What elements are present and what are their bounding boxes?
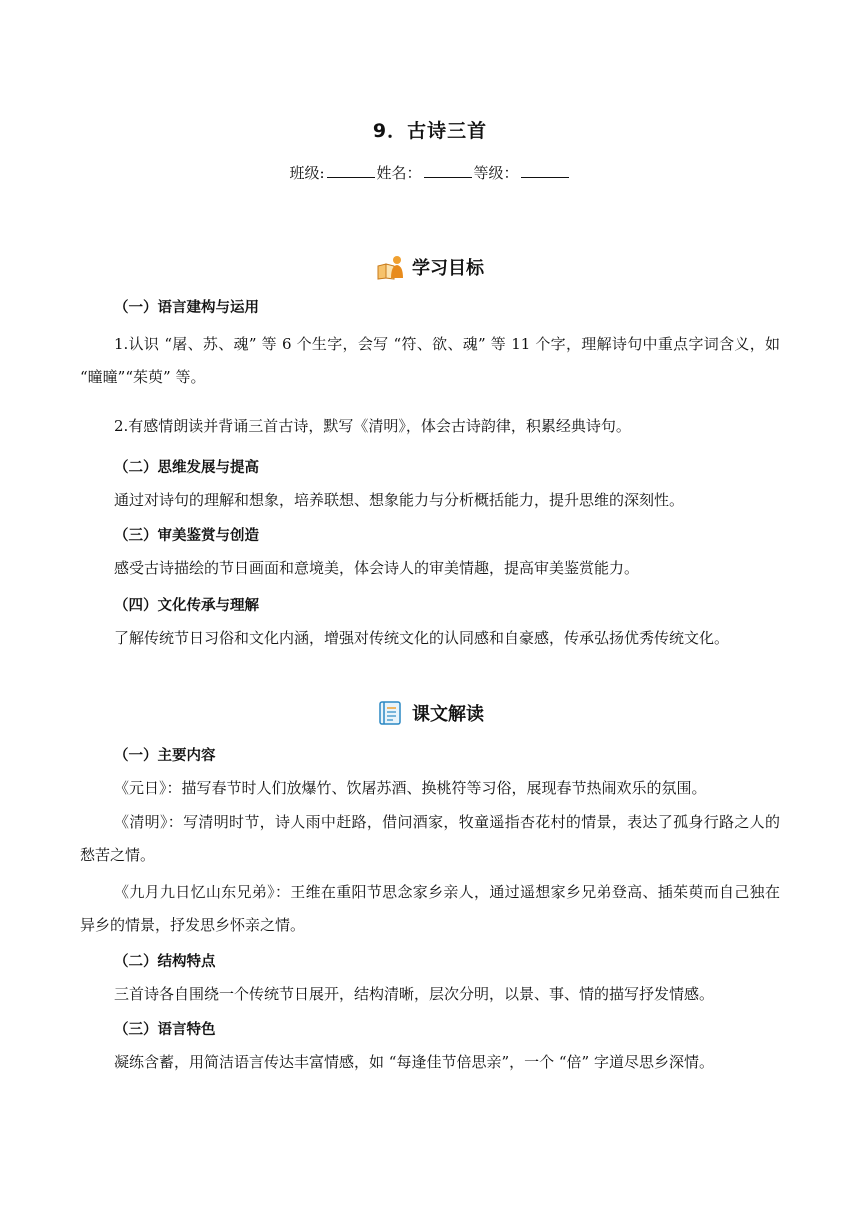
section-heading-reading <box>0 700 860 726</box>
subheading: （一）主要内容 <box>114 748 216 764</box>
name-label: 姓名： <box>376 164 422 182</box>
class-label: 班级: <box>289 164 325 182</box>
subheading: （一）语言建构与运用 <box>114 300 259 316</box>
paragraph: 《九月九日忆山东兄弟》：王维在重阳节思念家乡亲人，通过遥想家乡兄弟登高、插茱萸而自己独在异乡的情景，抒发思乡怀亲之情。 <box>80 883 780 934</box>
notebook-icon <box>376 700 404 726</box>
section-heading-text: 课文解读 <box>412 704 484 725</box>
subheading: （四）文化传承与理解 <box>114 598 259 614</box>
paragraph: 了解传统节日习俗和文化内涵，增强对传统文化的认同感和自豪感，传承弘扬优秀传统文化。 <box>114 629 730 647</box>
paragraph: 凝练含蓄，用简洁语言传达丰富情感，如 “每逢佳节倍思亲”，一个 “倍” 字道尽思乡深情。 <box>114 1053 714 1071</box>
subheading: （三）语言特色 <box>114 1022 216 1038</box>
paragraph: 感受古诗描绘的节日画面和意境美，体会诗人的审美情趣，提高审美鉴赏能力。 <box>114 559 640 577</box>
paragraph: 《元日》：描写春节时人们放爆竹、饮屠苏酒、换桃符等习俗，展现春节热闹欢乐的氛围。 <box>114 779 707 797</box>
reading-person-icon <box>376 254 404 280</box>
paragraph: 1.认识 “屠、苏、魂” 等 6 个生字，会写 “符、欲、魂” 等 11 个字，理解诗句中重点字词含义，如 “曈曈”“茱萸” 等。 <box>80 335 780 386</box>
grade-blank[interactable] <box>521 163 569 178</box>
paragraph: 《清明》：写清明时节，诗人雨中赶路，借问酒家，牧童遥指杏花村的情景，表达了孤身行路之人的愁苦之情。 <box>80 813 780 864</box>
paragraph: 三首诗各自围绕一个传统节日展开，结构清晰，层次分明，以景、事、情的描写抒发情感。 <box>114 985 715 1003</box>
section-heading-text: 学习目标 <box>412 258 484 279</box>
page-title: 9．古诗三首 <box>372 120 488 142</box>
grade-label: 等级： <box>473 164 519 182</box>
subheading: （三）审美鉴赏与创造 <box>114 528 259 544</box>
class-blank[interactable] <box>327 163 375 178</box>
name-blank[interactable] <box>424 163 472 178</box>
section-heading-goals <box>0 254 860 280</box>
subheading: （二）思维发展与提高 <box>114 460 259 476</box>
subheading: （二）结构特点 <box>114 954 216 970</box>
student-info-line <box>0 162 860 183</box>
paragraph: 2.有感情朗读并背诵三首古诗，默写《清明》，体会古诗韵律，积累经典诗句。 <box>114 417 631 435</box>
paragraph: 通过对诗句的理解和想象，培养联想、想象能力与分析概括能力，提升思维的深刻性。 <box>114 491 685 509</box>
